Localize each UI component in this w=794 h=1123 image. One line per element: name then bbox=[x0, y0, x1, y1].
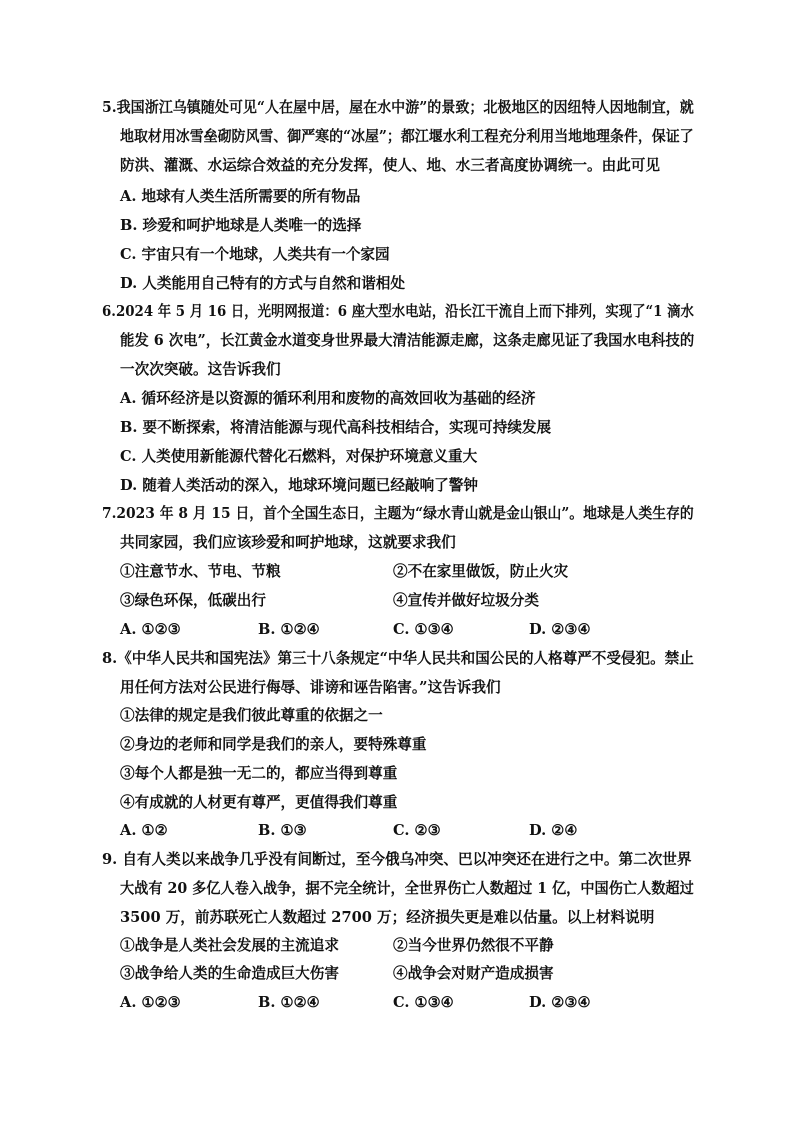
q6-stem-line-3: 一次次突破。这告诉我们 bbox=[120, 361, 281, 378]
q9-choice-d: D. ②③④ bbox=[529, 994, 591, 1011]
q8-choice-a: A. ①② bbox=[120, 822, 168, 839]
q6-option-a: A. 循环经济是以资源的循环利用和废物的高效回收为基础的经济 bbox=[120, 390, 536, 407]
q7-choice-d: D. ②③④ bbox=[529, 621, 591, 638]
q5-option-b: B. 珍爱和呵护地球是人类唯一的选择 bbox=[120, 217, 362, 234]
q9-choice-c: C. ①③④ bbox=[393, 994, 454, 1011]
q9-statement-4: ④战争会对财产造成损害 bbox=[393, 965, 554, 982]
q5-option-d: D. 人类能用自己特有的方式与自然和谐相处 bbox=[120, 275, 405, 292]
q6-stem-line-2: 能发 6 次电”，长江黄金水道变身世界最大清洁能源走廊，这条走廊见证了我国水电科技的 bbox=[120, 332, 695, 349]
q8-statement-1: ①法律的规定是我们彼此尊重的依据之一 bbox=[120, 707, 383, 724]
q9-choice-a: A. ①②③ bbox=[120, 994, 181, 1011]
q8-choice-b: B. ①③ bbox=[258, 822, 307, 839]
q6-option-b: B. 要不断探索，将清洁能源与现代高科技相结合，实现可持续发展 bbox=[120, 419, 552, 436]
q8-statement-4: ④有成就的人材更有尊严，更值得我们尊重 bbox=[120, 794, 398, 811]
q7-stem-line-1: 7.2023 年 8 月 15 日，首个全国生态日，主题为“绿水青山就是金山银山”。地球是人类生存的 bbox=[102, 505, 694, 522]
q8-stem-line-1: 8.《中华人民共和国宪法》第三十八条规定“中华人民共和国公民的人格尊严不受侵犯。禁止 bbox=[102, 650, 694, 667]
q5-stem-line-3: 防洪、灌溉、水运综合效益的充分发挥，使人、地、水三者高度协调统一。由此可见 bbox=[120, 157, 660, 174]
q7-choice-a: A. ①②③ bbox=[120, 621, 181, 638]
q6-stem-line-1: 6.2024 年 5 月 16 日，光明网报道：6 座大型水电站，沿长江干流自上而下排列，实现了“1 滴水 bbox=[102, 303, 694, 320]
q7-statement-4: ④宣传并做好垃圾分类 bbox=[393, 592, 539, 609]
q6-option-c: C. 人类使用新能源代替化石燃料，对保护环境意义重大 bbox=[120, 448, 478, 465]
q9-stem-line-1: 9. 自有人类以来战争几乎没有间断过，至今俄乌冲突、巴以冲突还在进行之中。第二次世界 bbox=[102, 851, 692, 868]
q9-statement-3: ③战争给人类的生命造成巨大伤害 bbox=[120, 965, 339, 982]
q8-choice-c: C. ②③ bbox=[393, 822, 441, 839]
q7-stem-line-2: 共同家园，我们应该珍爱和呵护地球，这就要求我们 bbox=[120, 534, 456, 551]
q9-statement-2: ②当今世界仍然很不平静 bbox=[393, 937, 554, 954]
q7-statement-3: ③绿色环保，低碳出行 bbox=[120, 592, 266, 609]
q5-option-c: C. 宇宙只有一个地球，人类共有一个家园 bbox=[120, 246, 390, 263]
q8-stem-line-2: 用任何方法对公民进行侮辱、诽谤和诬告陷害。”这告诉我们 bbox=[120, 679, 501, 696]
q7-choice-b: B. ①②④ bbox=[258, 621, 320, 638]
q6-option-d: D. 随着人类活动的深入，地球环境问题已经敲响了警钟 bbox=[120, 477, 478, 494]
q5-stem-line-2: 地取材用冰雪垒砌防风雪、御严寒的“冰屋”；都江堰水利工程充分利用当地地理条件，保证了 bbox=[120, 128, 694, 145]
q9-statement-1: ①战争是人类社会发展的主流追求 bbox=[120, 937, 339, 954]
q9-stem-line-2: 大战有 20 多亿人卷入战争，据不完全统计，全世界伤亡人数超过 1 亿，中国伤亡人数超过 bbox=[120, 880, 694, 897]
q7-statement-2: ②不在家里做饭，防止火灾 bbox=[393, 563, 569, 580]
q9-choice-b: B. ①②④ bbox=[258, 994, 320, 1011]
q5-option-a: A. 地球有人类生活所需要的所有物品 bbox=[120, 188, 361, 205]
q7-choice-c: C. ①③④ bbox=[393, 621, 454, 638]
q8-choice-d: D. ②④ bbox=[529, 822, 578, 839]
q5-stem-line-1: 5.我国浙江乌镇随处可见“人在屋中居，屋在水中游”的景致；北极地区的因纽特人因地制宜，就 bbox=[102, 99, 694, 116]
q8-statement-2: ②身边的老师和同学是我们的亲人，要特殊尊重 bbox=[120, 736, 427, 753]
q8-statement-3: ③每个人都是独一无二的，都应当得到尊重 bbox=[120, 765, 398, 782]
q9-stem-line-3: 3500 万，前苏联死亡人数超过 2700 万；经济损失更是难以估量。以上材料说明 bbox=[120, 909, 655, 926]
q7-statement-1: ①注意节水、节电、节粮 bbox=[120, 563, 281, 580]
